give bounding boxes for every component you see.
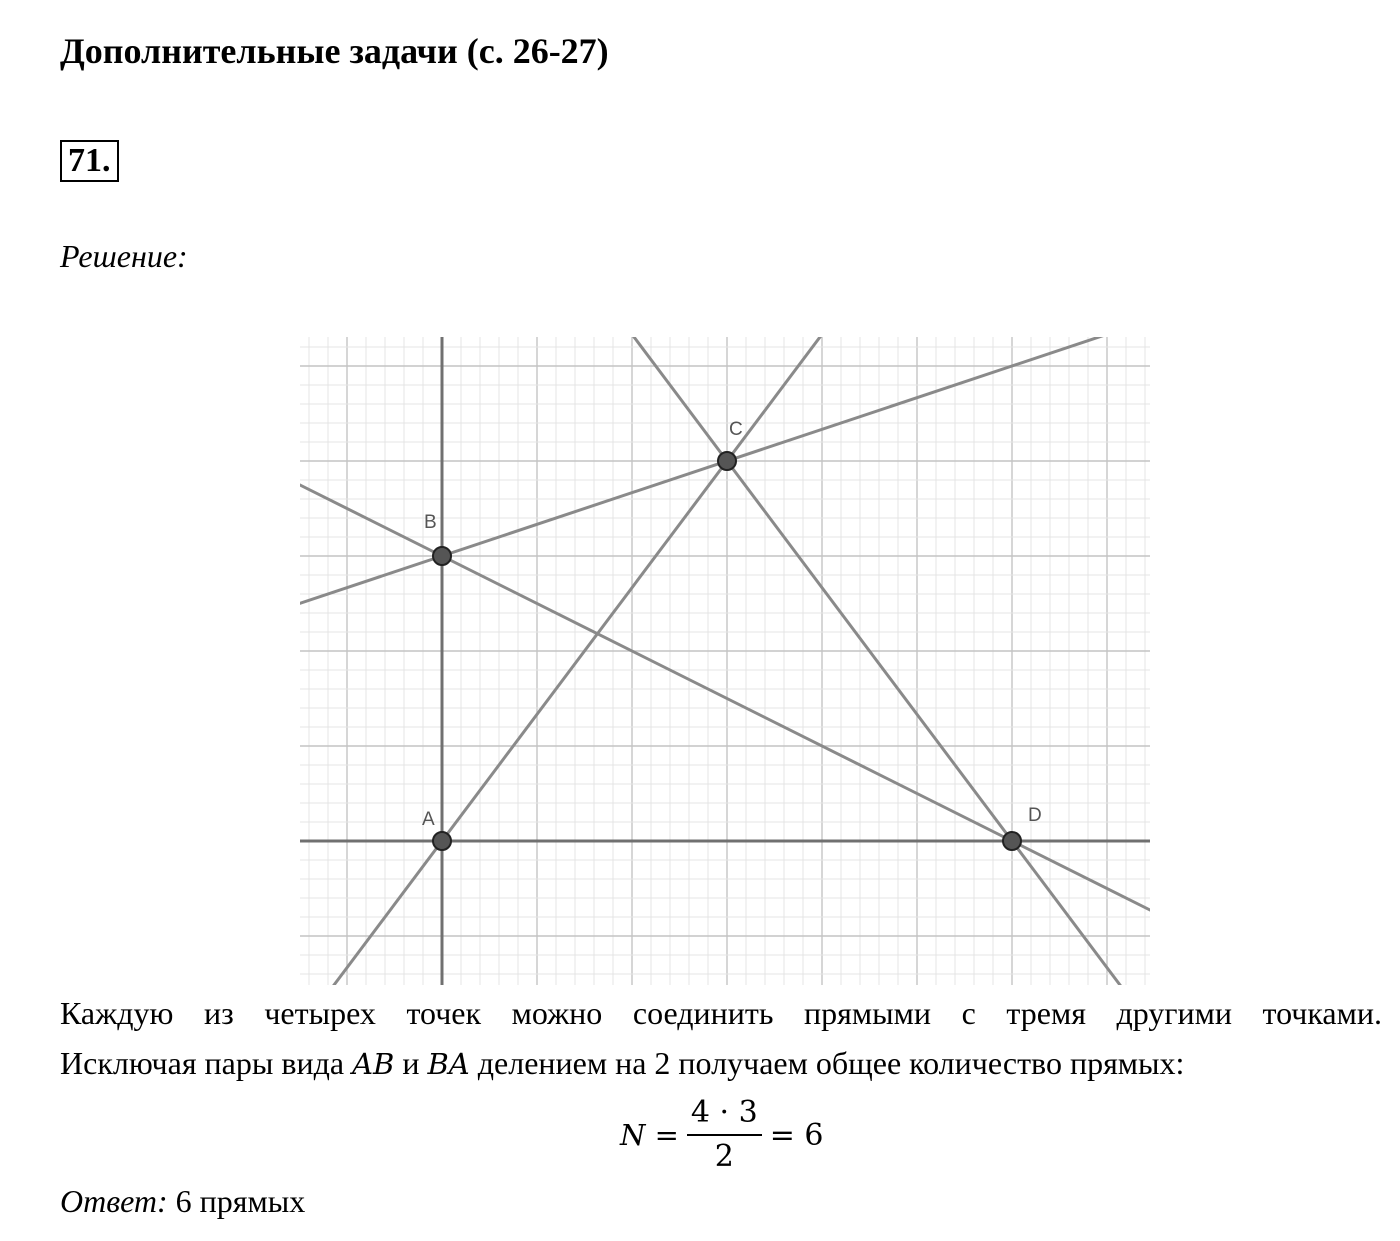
- point-a: [433, 832, 451, 850]
- fraction: [687, 1094, 762, 1176]
- solution-text-line-2: [60, 1045, 1184, 1082]
- formula-lhs: N =: [620, 1118, 679, 1152]
- line-ac: [300, 337, 1150, 985]
- solution-text-line-1: Каждую из четырех точек можно соединить прямыми с тремя другими точками.: [60, 995, 1382, 1031]
- text-segment: делением на 2 получаем общее количество прямых:: [469, 1045, 1185, 1081]
- text-segment: Исключая пары вида: [60, 1045, 353, 1081]
- point-c: [718, 452, 736, 470]
- line-bc: [300, 337, 1150, 985]
- point-label-c: C: [729, 419, 743, 440]
- lines-group: [300, 337, 1150, 985]
- point-b: [433, 547, 451, 565]
- point-label-a: A: [422, 809, 435, 830]
- grid: [300, 337, 1150, 985]
- pair-ba: BA: [427, 1047, 470, 1081]
- formula-rhs: = 6: [769, 1117, 824, 1153]
- formula: [620, 1093, 823, 1177]
- geometry-figure: [300, 337, 1150, 985]
- point-label-d: D: [1028, 805, 1042, 826]
- page-title: Дополнительные задачи (с. 26-27): [60, 31, 609, 71]
- fraction-denominator: 2: [714, 1139, 734, 1174]
- task-number: 71.: [60, 140, 119, 182]
- solution-label: Решение:: [60, 238, 188, 274]
- line-bd: [300, 337, 1150, 985]
- line-cd: [300, 337, 1150, 985]
- text-segment: и: [394, 1045, 428, 1081]
- fraction-numerator: 4 · 3: [687, 1094, 762, 1136]
- answer: [60, 1183, 305, 1220]
- point-d: [1003, 832, 1021, 850]
- pair-ab: AB: [352, 1047, 395, 1081]
- answer-label: Ответ:: [60, 1183, 168, 1219]
- points-group: [422, 419, 1042, 850]
- answer-value: 6 прямых: [167, 1183, 306, 1219]
- point-label-b: B: [424, 512, 437, 533]
